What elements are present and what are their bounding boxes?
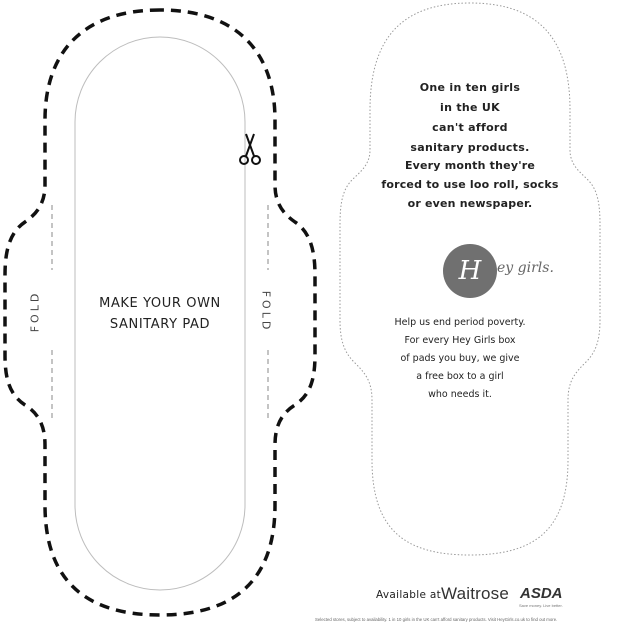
call-to-action-text bbox=[380, 314, 540, 404]
statistic-text bbox=[370, 78, 570, 158]
pad-title bbox=[70, 293, 250, 335]
fold-label-right: FOLD bbox=[259, 290, 273, 333]
logo-wordmark: ey girls. bbox=[497, 260, 554, 276]
statistic-line: One in ten girls bbox=[419, 81, 521, 94]
fold-label-left: FOLD bbox=[28, 290, 42, 333]
fine-print: Selected stores, subject to availability. 1 in 10 girls in the UK can't afford sanitary products. Visit HeyGirls.co.uk to find out more. bbox=[315, 617, 558, 622]
statistic-line: sanitary products. bbox=[410, 141, 530, 154]
available-at-label: Available at bbox=[376, 589, 442, 601]
problem-text bbox=[370, 156, 570, 213]
hey-girls-logo bbox=[443, 244, 497, 298]
asda-logo: ASDA bbox=[520, 585, 563, 602]
waitrose-logo: Waitrose bbox=[441, 584, 510, 603]
scissors-icon bbox=[240, 134, 260, 164]
statistic-line: can't afford bbox=[432, 121, 508, 134]
cta-line: a free box to a girl bbox=[416, 371, 504, 382]
cta-line: of pads you buy, we give bbox=[400, 353, 520, 364]
asda-tagline: Save money. Live better. bbox=[519, 603, 563, 608]
pad-title-line2: SANITARY PAD bbox=[109, 317, 211, 332]
cta-line: who needs it. bbox=[428, 389, 492, 400]
logo-mark: H bbox=[458, 256, 482, 286]
statistic-line: in the UK bbox=[440, 101, 500, 114]
cta-line: For every Hey Girls box bbox=[404, 335, 516, 346]
problem-line: forced to use loo roll, socks bbox=[381, 178, 559, 191]
cta-line: Help us end period poverty. bbox=[394, 317, 526, 328]
problem-line: Every month they're bbox=[404, 159, 536, 172]
problem-line: or even newspaper. bbox=[407, 197, 533, 210]
pad-title-line1: MAKE YOUR OWN bbox=[99, 296, 221, 311]
